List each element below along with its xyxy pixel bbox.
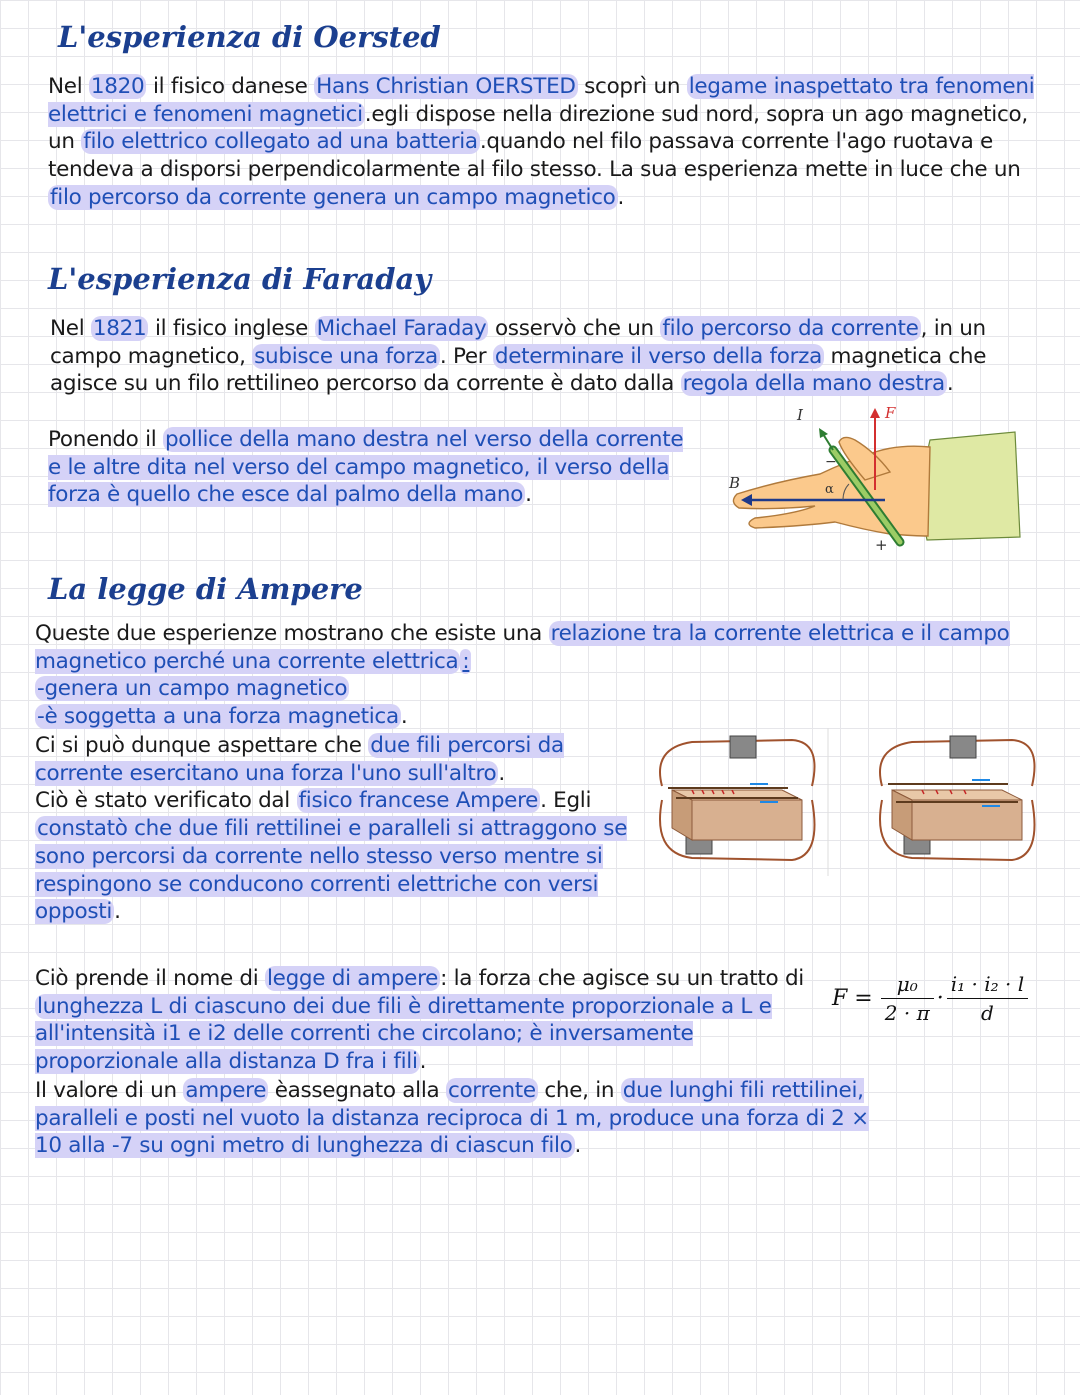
- text: magnetica che agisce su un filo rettilineo percorso da corrente è dato dalla: [50, 343, 987, 397]
- text: èassegnato alla: [268, 1078, 446, 1103]
- right-hand-illustration: [715, 402, 1025, 557]
- highlight: constatò che due fili rettilinei e paralleli si attraggono se sono percorsi da corrente nello stesso verso mentre si respingono se conducono correnti elettriche con versi opposti: [35, 816, 628, 925]
- highlight: legge di ampere: [266, 966, 439, 991]
- parallel-wires-illustration: [632, 728, 1044, 876]
- formula-numerator: i₁ · i₂ · l: [947, 972, 1028, 999]
- text: : la forza che agisce su un tratto di: [440, 966, 804, 991]
- label-plus: +: [875, 536, 888, 554]
- bullet-item: -è soggetta a una forza magnetica: [37, 704, 399, 730]
- highlight: subisce una forza: [254, 343, 438, 369]
- right-hand-rule-figure: [715, 402, 1025, 557]
- highlight: filo elettrico collegato ad una batteria: [83, 129, 478, 155]
- bullet-item: -genera un campo magnetico: [37, 676, 348, 702]
- formula-numerator: μ₀: [881, 972, 934, 999]
- ampere-intro-paragraph: [35, 620, 1035, 731]
- highlight: due lunghi fili rettilinei, paralleli e posti nel vuoto la distanza reciproca di 1 m, produce una forza di 2 × 10 alla -7 su ogni metro di lunghezza di ciascun filo: [35, 1078, 869, 1159]
- text: . Per: [439, 343, 493, 369]
- text: il fisico inglese: [148, 316, 315, 341]
- ampere-unit-paragraph: [35, 1077, 895, 1160]
- text: Nel: [50, 316, 91, 341]
- highlight: filo percorso da corrente genera un campo magnetico: [50, 184, 616, 210]
- highlight: due fili percorsi da corrente esercitano una forza l'uno sull'altro: [35, 733, 564, 786]
- highlight: relazione tra la corrente elettrica e il campo magnetico perché una corrente elettrica: [35, 621, 1010, 674]
- text: Ci si può dunque aspettare che: [35, 733, 369, 758]
- text: .: [946, 371, 954, 397]
- text: il fisico danese: [146, 74, 315, 99]
- highlight-year: 1820: [90, 74, 145, 99]
- formula-lhs: F =: [832, 986, 873, 1011]
- oersted-title: L'esperienza di Oersted: [58, 20, 441, 54]
- highlight: lunghezza L di ciascuno dei due fili è direttamente proporzionale a L e all'intensità i1 e i2 delle correnti che circolano; è inversamente proporzionale alla distanza D fra i fili: [35, 993, 772, 1075]
- highlight-name: Michael Faraday: [316, 316, 487, 341]
- text: Queste due esperienze mostrano che esiste una: [35, 621, 549, 646]
- text: Ciò è stato verificato dal: [35, 788, 297, 814]
- ampere-law-paragraph: [35, 965, 825, 1076]
- label-minus: −: [825, 454, 837, 470]
- ampere-experiment-paragraph: [35, 732, 630, 926]
- formula-denominator: d: [981, 1001, 994, 1025]
- label-b: B: [729, 474, 741, 492]
- highlight: :: [462, 648, 470, 674]
- text: .: [400, 704, 408, 730]
- parallel-wires-figure: [632, 728, 1044, 876]
- highlight-year: 1821: [92, 316, 147, 341]
- ampere-formula: [832, 972, 1031, 1025]
- text: Ciò prende il nome di: [35, 966, 265, 991]
- faraday-paragraph: [50, 315, 1050, 398]
- text: .quando nel filo passava corrente l'ago ruotava e tendeva a disporsi perpendicolarmente al filo stesso. La sua esperienza mette in luce che un: [48, 129, 1021, 183]
- formula-fraction-mu: [881, 972, 934, 1025]
- text: .: [498, 760, 505, 786]
- faraday-title: L'esperienza di Faraday: [48, 262, 432, 296]
- text: , in un campo magnetico,: [50, 316, 986, 369]
- text: che, in: [537, 1078, 621, 1103]
- text: . Egli: [540, 788, 592, 814]
- label-alpha: α: [825, 482, 834, 497]
- formula-dot: ·: [936, 986, 944, 1011]
- text: Il valore di un: [35, 1078, 184, 1103]
- highlight-name: Hans Christian OERSTED: [316, 74, 576, 99]
- text: .: [419, 1049, 427, 1075]
- repelling-wires: [880, 736, 1035, 860]
- label-f: F: [885, 404, 896, 422]
- ampere-title: La legge di Ampere: [48, 572, 363, 606]
- text: .: [617, 184, 625, 210]
- highlight: legame inaspettato tra fenomeni elettrici e fenomeni magnetici: [48, 74, 1035, 127]
- text: Nel: [48, 74, 89, 99]
- highlight: corrente: [447, 1078, 536, 1103]
- text: .: [574, 1133, 582, 1159]
- highlight: regola della mano destra: [682, 371, 945, 397]
- right-hand-rule-paragraph: [48, 426, 698, 509]
- text: Ponendo il: [48, 427, 163, 452]
- text: .: [525, 482, 532, 508]
- highlight: filo percorso da corrente: [662, 316, 919, 341]
- formula-denominator: 2 · π: [884, 1001, 930, 1025]
- label-i: I: [797, 406, 803, 424]
- text: scoprì un: [577, 74, 687, 99]
- text: osservò che un: [488, 316, 661, 341]
- text: .egli dispose nella direzione sud nord, sopra un ago magnetico, un: [48, 101, 1028, 155]
- highlight: ampere: [185, 1078, 267, 1103]
- highlight: pollice della mano destra nel verso della corrente e le altre dita nel verso del campo magnetico, il verso della forza è quello che esce dal palmo della mano: [48, 427, 684, 508]
- highlight: determinare il verso della forza: [494, 343, 823, 369]
- text: .: [114, 899, 121, 925]
- oersted-paragraph: [48, 73, 1058, 212]
- attracting-wires: [660, 736, 815, 860]
- formula-fraction-currents: [947, 972, 1028, 1025]
- highlight: fisico francese Ampere: [298, 788, 539, 814]
